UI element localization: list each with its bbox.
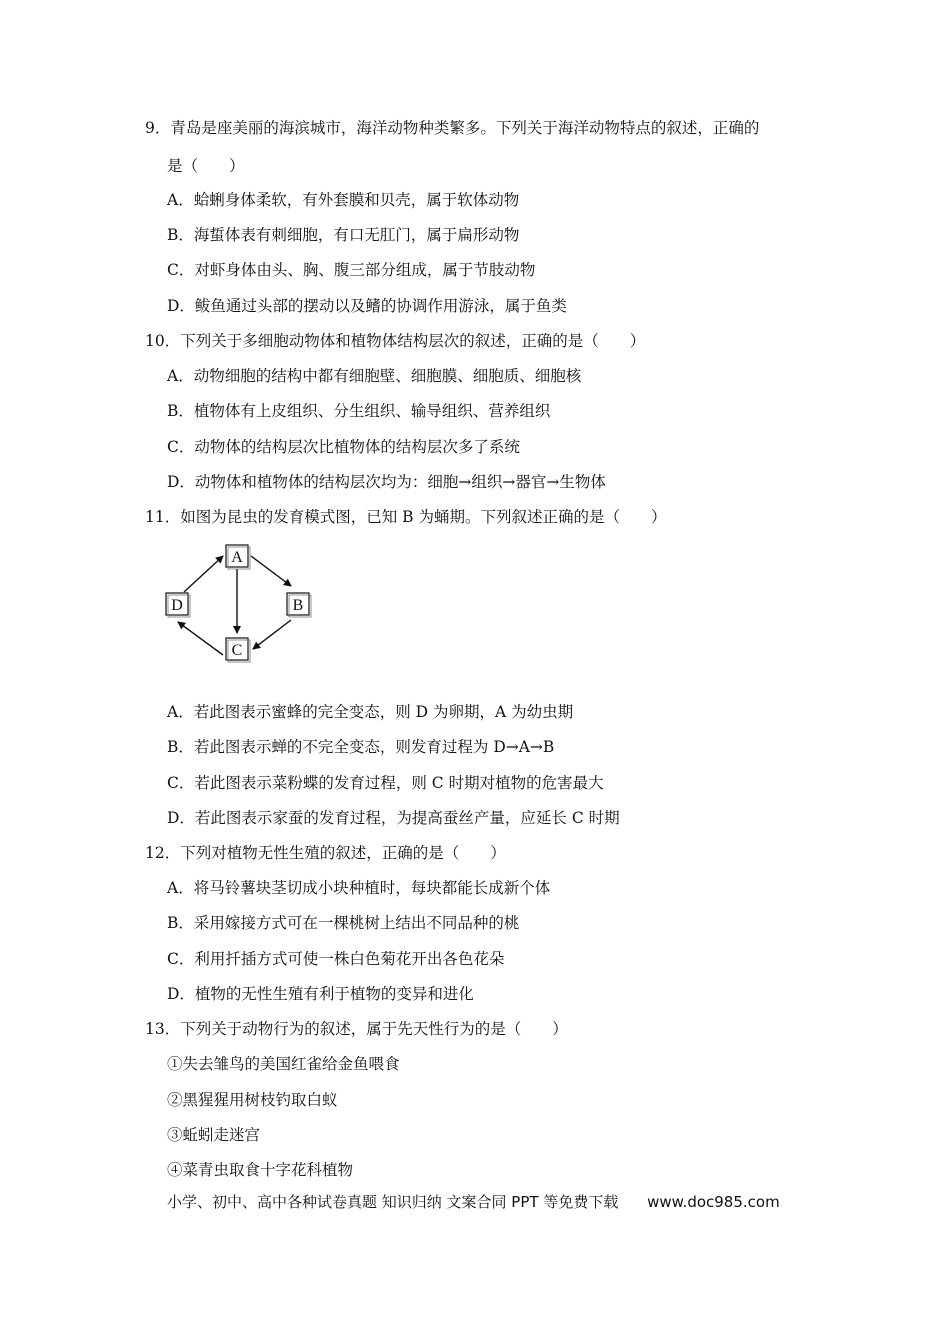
q10-option-d: D．动物体和植物体的结构层次均为：细胞→组织→器官→生物体 [167, 473, 606, 491]
arrow-d-to-a [184, 556, 223, 592]
q9-option-c: C．对虾身体由头、胸、腹三部分组成，属于节肢动物 [167, 261, 536, 279]
footer-text: 小学、初中、高中各种试卷真题 知识归纳 文案合同 PPT 等免费下载 [167, 1193, 619, 1211]
q11-stem: 11．如图为昆虫的发育模式图，已知 B 为蛹期。下列叙述正确的是（ ） [145, 508, 667, 526]
q12-stem: 12．下列对植物无性生殖的叙述，正确的是（ ） [145, 844, 506, 862]
q13-stem: 13．下列关于动物行为的叙述，属于先天性行为的是（ ） [145, 1020, 568, 1038]
q12-option-a: A．将马铃薯块茎切成小块种植时，每块都能长成新个体 [167, 879, 551, 897]
stage-label-a: A [231, 549, 243, 566]
q11-option-a: A．若此图表示蜜蜂的完全变态，则 D 为卵期，A 为幼虫期 [167, 703, 574, 721]
q10-option-c: C．动物体的结构层次比植物体的结构层次多了系统 [167, 438, 520, 456]
arrow-c-to-d [178, 622, 223, 655]
stage-label-b: B [292, 597, 304, 614]
stage-label-d: D [171, 597, 183, 614]
q11-option-d: D．若此图表示家蚕的发育过程，为提高蚕丝产量，应延长 C 时期 [167, 809, 620, 827]
q9-stem: 9．青岛是座美丽的海滨城市，海洋动物种类繁多。下列关于海洋动物特点的叙述，正确的 [145, 119, 760, 137]
q12-option-b: B．采用嫁接方式可在一棵桃树上结出不同品种的桃 [167, 914, 520, 932]
q13-item-2: ②黑猩猩用树枝钓取白蚁 [167, 1091, 338, 1109]
q9-option-b: B．海蜇体表有刺细胞，有口无肛门，属于扁形动物 [167, 226, 520, 244]
stage-label-c: C [231, 642, 243, 659]
page-footer [167, 1192, 780, 1212]
q9-stem-continued: 是（ ） [167, 157, 245, 175]
q9-option-a: A．蛤蜊身体柔软，有外套膜和贝壳，属于软体动物 [167, 191, 520, 209]
q9-option-d: D．鲅鱼通过头部的摆动以及鳍的协调作用游泳，属于鱼类 [167, 297, 567, 315]
footer-url[interactable]: www.doc985.com [647, 1193, 780, 1211]
arrow-a-to-b [251, 556, 291, 586]
q12-option-c: C．利用扦插方式可使一株白色菊花开出各色花朵 [167, 950, 505, 968]
q10-stem: 10．下列关于多细胞动物体和植物体结构层次的叙述，正确的是（ ） [145, 332, 646, 350]
q13-item-1: ①失去雏鸟的美国红雀给金鱼喂食 [167, 1055, 400, 1073]
arrow-b-to-c [253, 620, 291, 649]
q10-option-a: A．动物细胞的结构中都有细胞壁、细胞膜、细胞质、细胞核 [167, 367, 582, 385]
insect-development-diagram [160, 540, 320, 670]
q13-item-3: ③蚯蚓走迷宫 [167, 1126, 261, 1144]
q12-option-d: D．植物的无性生殖有利于植物的变异和进化 [167, 985, 474, 1003]
q10-option-b: B．植物体有上皮组织、分生组织、输导组织、营养组织 [167, 402, 551, 420]
q13-item-4: ④菜青虫取食十字花科植物 [167, 1161, 354, 1179]
q11-option-c: C．若此图表示菜粉蝶的发育过程，则 C 时期对植物的危害最大 [167, 774, 604, 792]
q11-option-b: B．若此图表示蝉的不完全变态，则发育过程为 D→A→B [167, 738, 555, 756]
